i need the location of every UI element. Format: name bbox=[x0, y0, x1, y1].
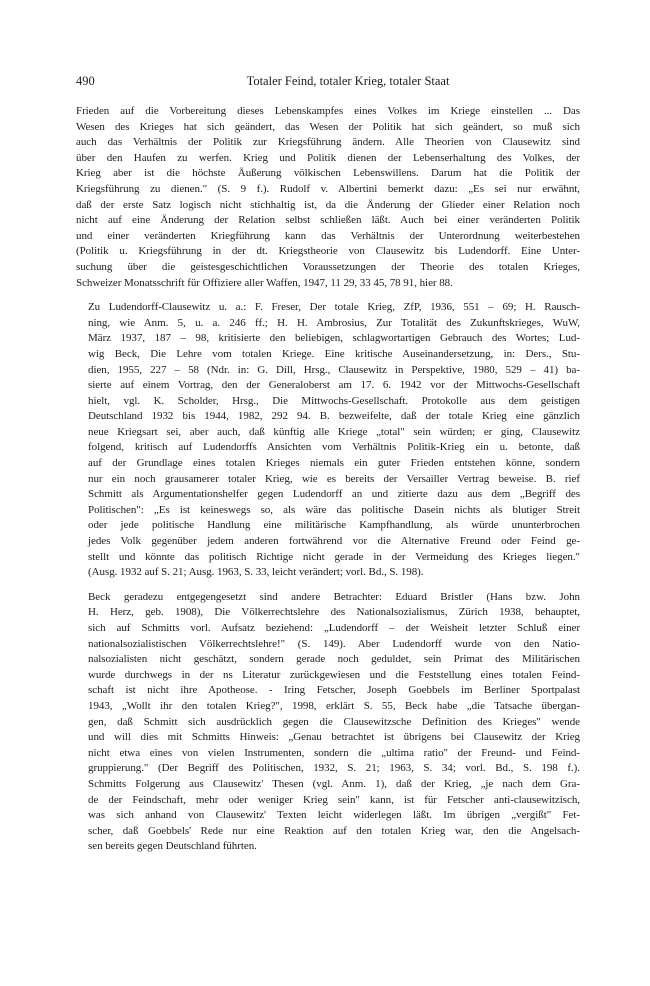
document-page bbox=[76, 66, 580, 855]
text-line: sen bereits gegen Deutschland führten. bbox=[88, 840, 257, 853]
text-line: gruppierung." (Der Begriff des Politischen, 1932, S. 21; 1963, S. 34; vorl. Bd., S. 198 f.). bbox=[88, 762, 580, 775]
text-line: Zu Ludendorff-Clausewitz u. a.: F. Freser, Der totale Krieg, ZfP, 1936, 551 – 69; H. Rausch- bbox=[88, 301, 580, 314]
text-line: gen, daß Schmitt sich ausdrücklich gegen die Clausewitzsche Definition des Krieges" wende bbox=[88, 715, 580, 728]
text-line: sierte auf einem Vortrag, den der Generaloberst am 17. 6. 1942 vor der Mittwochs-Gesellschaft bbox=[88, 379, 580, 392]
text-line: und will dies mit Schmitts Hinweis: „Genau betrachtet ist übrigens bei Clausewitz der Krieg bbox=[88, 731, 580, 744]
text-line: März 1937, 187 – 98, kritisierte den beliebigen, schlagwortartigen Gebrauch des Wortes; Lud- bbox=[88, 332, 580, 345]
text-line: auch das Verhältnis der Politik zur Kriegsführung ändern. Alle Theorien von Clausewitz sind bbox=[76, 136, 580, 149]
text-line: Deutschland 1932 bis 1944, 1982, 292 94. B. bezweifelte, daß der totale Krieg eine gänzlich bbox=[88, 410, 580, 423]
text-line: suchung über die geistesgeschichtlichen Voraussetzungen der Theorie des totalen Krieges, bbox=[76, 260, 580, 273]
paragraph-beck-contrast bbox=[76, 590, 580, 855]
text-line: de der Feindschaft, mehr oder weniger Krieg sein" kann, ist für Fetscher anti-clausewitzisch, bbox=[88, 793, 580, 806]
text-line: Politischen": „Es ist keineswegs so, als wäre das politische Dasein nichts als blutiger Streit bbox=[88, 503, 580, 516]
page-header bbox=[76, 66, 580, 88]
running-head: Totaler Feind, totaler Krieg, totaler Staat bbox=[246, 74, 450, 88]
text-line: Krieg aber ist die höchste Äußerung völkischen Lebenswillens. Darum hat die Politik der bbox=[76, 167, 580, 180]
text-line: oder jede politische Handlung eine militärische Kampfhandlung, als würde ununterbrochen bbox=[88, 519, 580, 532]
text-line: Schmitts Folgerung aus Clausewitz' Thesen (vgl. Anm. 1), daß der Krieg, „je nach dem Gra- bbox=[88, 777, 580, 790]
text-line: ning, wie Anm. 5, u. a. 246 ff.; H. H. Ambrosius, Zur Totalität des Zukunftskrieges, WuW, bbox=[88, 316, 580, 329]
paragraph-continuation bbox=[76, 104, 580, 291]
text-line: Schmitt als Argumentationshelfer gegen Ludendorff an und zitierte dazu aus dem „Begriff des bbox=[88, 488, 580, 501]
text-line: sich auf Schmitts vorl. Aufsatz beziehend: „Ludendorff – der Weisheit letzter Schluß einer bbox=[88, 622, 580, 634]
text-line: neue Kriegsart sei, aber auch, daß künftig alle Kriege „total" sein würden; er ging, Clausewitz bbox=[88, 425, 580, 438]
text-line: Frieden auf die Vorbereitung dieses Lebenskampfes eines Volkes im Kriege einstellen ... Das bbox=[76, 105, 580, 117]
text-line: scher, daß Goebbels' Rede nur eine Reaktion auf den totalen Krieg war, den die Angelsach- bbox=[88, 824, 580, 837]
paragraph-ludendorff-clausewitz bbox=[76, 300, 580, 581]
text-line: nationalsozialistischen Völkerrechtslehre!" (S. 149). Aber Ludendorff wurde von den Natio- bbox=[88, 637, 580, 650]
text-line: über den Haufen zu werfen. Krieg und Politik dienen der Lebenserhaltung des Volkes, der bbox=[76, 151, 580, 164]
text-line: stellt und könnte das politisch Richtige nicht gerade in der Vermeidung des Krieges liegen." bbox=[88, 550, 580, 563]
text-line: (Ausg. 1932 auf S. 21; Ausg. 1963, S. 33, leicht verändert; vorl. Bd., S. 198). bbox=[88, 566, 424, 579]
text-line: auf der Grundlage eines totalen Krieges niemals ein guter Frieden entstehen könne, sondern bbox=[88, 457, 580, 470]
page-number: 490 bbox=[76, 74, 95, 88]
text-line: daß der erste Satz logisch nicht stichhaltig ist, da die Änderung der Glieder einer Relation noch bbox=[76, 198, 580, 211]
text-line: was sich anhand von Clausewitz' Texten leicht widerlegen läßt. Im übrigen „vergißt" Fet- bbox=[88, 809, 580, 822]
text-line: H. Herz, geb. 1908), Die Völkerrechtslehre des Nationalsozialismus, Zürich 1938, behauptet, bbox=[88, 606, 580, 619]
text-line: 1943, „Wollt ihr den totalen Krieg?", 1998, erklärt S. 55, Beck habe „die Tatsache übergan- bbox=[88, 699, 580, 712]
text-line: dien, 1955, 227 – 58 (Ndr. in: G. Dill, Hrsg., Clausewitz in Perspektive, 1980, 529 – 41) ba- bbox=[88, 363, 580, 376]
text-line: wig Beck, Die Lehre vom totalen Kriege. Eine kritische Auseinandersetzung, in: Ders., Stu- bbox=[88, 347, 580, 360]
text-line: und einer veränderten Kriegführung kann das Verhältnis der Unterordnung weiterbestehen bbox=[76, 229, 580, 242]
text-line: Beck geradezu entgegengesetzt sind andere Betrachter: Eduard Bristler (Hans bzw. John bbox=[88, 590, 580, 603]
text-line: Kriegsführung zu dienen." (S. 9 f.). Rudolf v. Albertini bemerkt dazu: „Es sei nur erwähnt, bbox=[76, 182, 580, 195]
text-line: jedes Volk gegenüber jedem anderen fortwährend vor die Alternative Freund oder Feind ge- bbox=[88, 535, 580, 548]
text-line: folgend, kritisch auf Ludendorffs Ansichten vom Verhältnis Politik-Krieg ein u. betonte, daß bbox=[88, 441, 580, 454]
text-line: nur ein noch grausamerer totaler Krieg, wie es bereits der Versailler Vertrag beweise. B. rief bbox=[88, 472, 580, 485]
text-line: (Politik u. Kriegsführung in der dt. Kriegstheorie von Clausewitz bis Ludendorff. Eine Unter- bbox=[76, 245, 580, 258]
text-line: nalsozialisten nicht geschätzt, sondern gerade noch geduldet, sein Primat des Militärischen bbox=[88, 653, 580, 666]
text-line: wurde durchwegs in der ns Literatur zurückgewiesen und die Feststellung eines totalen Feind- bbox=[88, 668, 580, 681]
text-line: hielt, vgl. K. Scholder, Hrsg., Die Mittwochs-Gesellschaft. Protokolle aus dem geistigen bbox=[88, 394, 580, 407]
text-line: nicht auf eine Änderung der Relation selbst schließen läßt. Auch bei einer veränderten Politik bbox=[76, 214, 580, 227]
text-line: schaft ist nicht ihre Apotheose. - Iring Fetscher, Joseph Goebbels im Berliner Sportpalast bbox=[88, 684, 580, 697]
text-line: nicht etwa eines von vielen Instrumenten, sondern die „ultima ratio" der Freund- und Feind- bbox=[88, 746, 580, 759]
text-line: Wesen des Krieges hat sich geändert, das Wesen der Politik hat sich geändert, so muß sich bbox=[76, 120, 580, 133]
text-line: Schweizer Monatsschrift für Offiziere aller Waffen, 1947, 11 29, 33 45, 78 91, hier 88. bbox=[76, 276, 453, 289]
